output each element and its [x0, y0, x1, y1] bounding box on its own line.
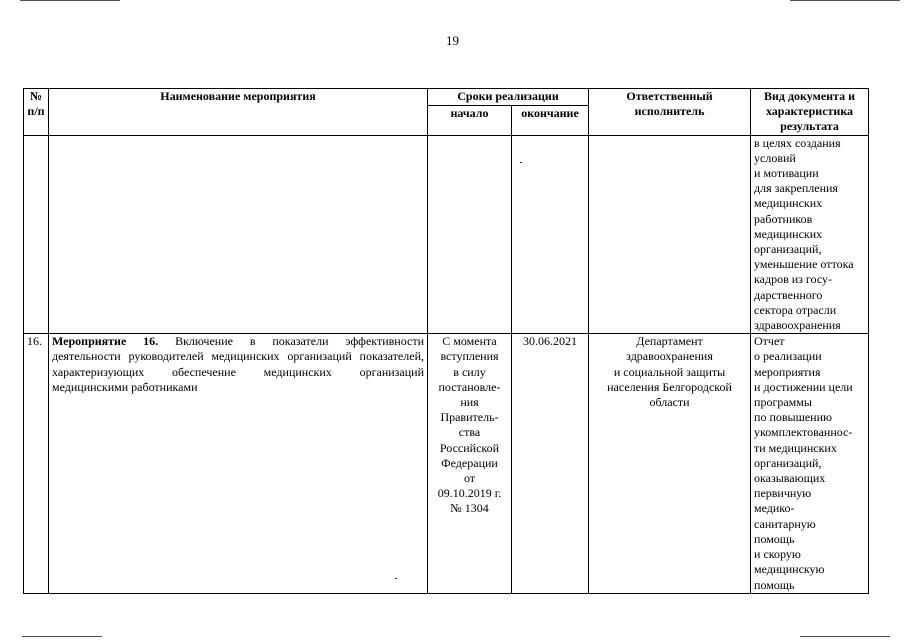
scan-artifact-top-right	[790, 0, 900, 1]
responsible-line: Департамент	[636, 334, 703, 349]
result-line: помощь	[754, 577, 795, 592]
cell-number-empty	[24, 135, 49, 334]
result-line: медицинскую	[754, 562, 825, 577]
header-number: № п/п	[24, 89, 49, 136]
result-line: Отчет	[754, 334, 785, 349]
cell-end: 30.06.2021	[512, 334, 589, 593]
cell-start-empty	[428, 135, 512, 334]
result-line: работников	[754, 211, 813, 226]
page-number: 19	[446, 33, 459, 48]
cell-measure-name	[49, 334, 428, 593]
cell-responsible-empty	[589, 135, 751, 334]
result-line: и скорую	[754, 547, 801, 562]
responsible-line: населения Белгородской	[607, 379, 732, 394]
result-line: в целях создания	[754, 135, 841, 150]
start-line: Федерации	[441, 455, 498, 470]
responsible-line: здравоохранения	[626, 349, 713, 364]
scan-speck	[395, 578, 397, 579]
scan-artifact-bottom-right	[800, 636, 890, 637]
table-row-continued	[24, 135, 869, 334]
result-line: и достижении цели	[754, 379, 853, 394]
result-line: медицинских	[754, 226, 823, 241]
result-line: и мотивации	[754, 166, 819, 181]
start-line: ния	[460, 395, 479, 410]
result-line: кадров из госу-	[754, 272, 833, 287]
result-line: дарственного	[754, 287, 823, 302]
result-line: о реализации	[754, 349, 822, 364]
scan-speck	[520, 162, 522, 163]
start-line: Правитель-	[440, 410, 499, 425]
result-line: первичную	[754, 486, 812, 501]
table-row-16	[24, 334, 869, 593]
scan-artifact-bottom-left	[22, 636, 102, 637]
cell-end-empty	[512, 135, 589, 334]
scan-artifact-top-left	[20, 0, 120, 1]
result-line: уменьшение оттока	[754, 257, 854, 272]
measure-text: Включение в показатели эффективности деятельности руководителей медицинских организаций показателей, характеризующих обеспечение медицинских организаций медицинскими работниками	[52, 334, 425, 394]
header-period: Сроки реализации	[428, 89, 589, 106]
cell-result	[751, 334, 869, 593]
start-line: № 1304	[450, 501, 489, 516]
table-header	[24, 89, 869, 136]
measure-title: Мероприятие 16.	[52, 334, 159, 349]
start-line: вступления	[440, 349, 499, 364]
cell-name-empty	[49, 135, 428, 334]
cell-result-continued	[751, 135, 869, 334]
result-line: медицинских	[754, 196, 823, 211]
result-line: здравоохранения	[754, 318, 841, 333]
start-line: С момента	[442, 334, 497, 349]
header-start: начало	[428, 105, 512, 135]
start-line: в силу	[453, 364, 486, 379]
start-line: ства	[458, 425, 481, 440]
responsible-line: области	[649, 395, 690, 410]
result-line: медико-	[754, 501, 795, 516]
result-line: ти медицинских	[754, 440, 837, 455]
result-line: условий	[754, 150, 796, 165]
result-line: по повышению	[754, 410, 832, 425]
measures-table	[23, 88, 869, 594]
result-line: для закрепления	[754, 181, 838, 196]
result-line: санитарную	[754, 516, 816, 531]
result-line: укомплектованнос-	[754, 425, 853, 440]
result-line: программы	[754, 395, 812, 410]
header-measure-name: Наименование мероприятия	[49, 89, 428, 136]
start-line: Российской	[439, 440, 500, 455]
cell-number: 16.	[24, 334, 49, 593]
result-line: помощь	[754, 531, 795, 546]
result-line: сектора отрасли	[754, 302, 837, 317]
cell-start	[428, 334, 512, 593]
result-line: мероприятия	[754, 364, 821, 379]
result-line: организаций,	[754, 242, 822, 257]
result-line: организаций,	[754, 455, 822, 470]
result-line: оказывающих	[754, 471, 826, 486]
cell-responsible	[589, 334, 751, 593]
start-line: от	[463, 471, 476, 486]
responsible-line: и социальной защиты	[613, 364, 726, 379]
start-line: постановле-	[438, 379, 501, 394]
header-result: Вид документа и характеристика результата	[751, 89, 869, 136]
header-end: окончание	[512, 105, 589, 135]
start-line: 09.10.2019 г.	[437, 486, 502, 501]
header-responsible: Ответственный исполнитель	[589, 89, 751, 136]
